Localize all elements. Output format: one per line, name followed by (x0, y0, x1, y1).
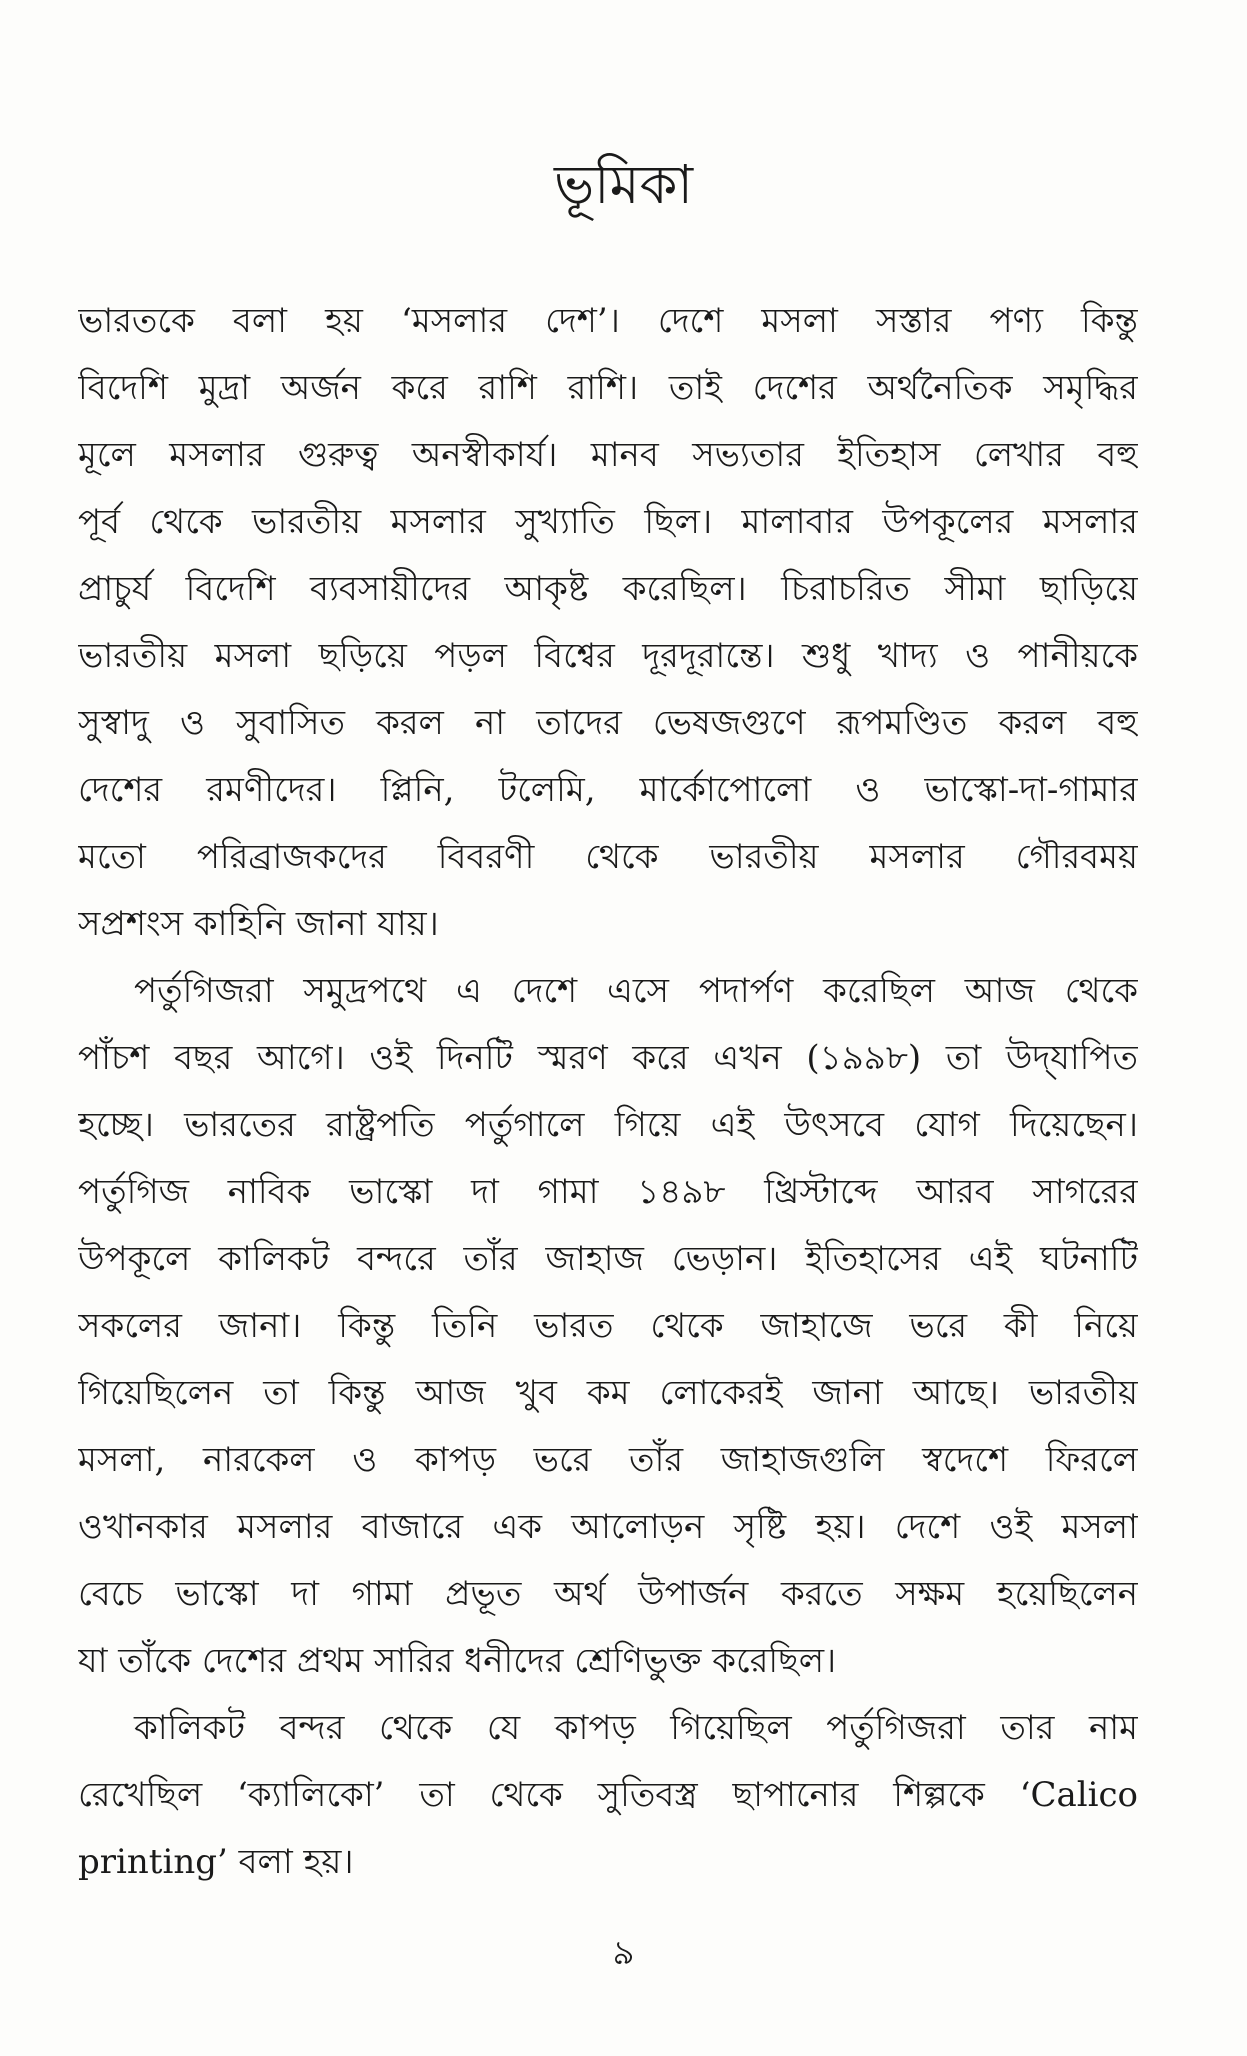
text-line: সপ্রশংস কাহিনি জানা যায়। (78, 904, 439, 944)
paragraph-1 (78, 288, 1138, 958)
text-line: কালিকট বন্দর থেকে যে কাপড় গিয়েছিল পর্তুগিজরা তার নাম (134, 1708, 1138, 1748)
text-line: প্রাচুর্য বিদেশি ব্যবসায়ীদের আকৃষ্ট করেছিল। চিরাচরিত সীমা ছাড়িয়ে (78, 569, 1138, 609)
text-line: পর্তুগিজরা সমুদ্রপথে এ দেশে এসে পদার্পণ করেছিল আজ থেকে (134, 971, 1138, 1011)
paragraph-2 (78, 958, 1138, 1695)
paragraph-3 (78, 1695, 1138, 1896)
page-title: ভূমিকা (553, 153, 694, 216)
text-line: হচ্ছে। ভারতের রাষ্ট্রপতি পর্তুগালে গিয়ে এই উৎসবে যোগ দিয়েছেন। (78, 1105, 1138, 1145)
body-text (78, 288, 1138, 1896)
text-line: পাঁচশ বছর আগে। ওই দিনটি স্মরণ করে এখন (১৯৯৮) তা উদ্‌যাপিত (78, 1038, 1138, 1078)
page-number: ৯ (612, 1933, 635, 1973)
text-line: পর্তুগিজ নাবিক ভাস্কো দা গামা ১৪৯৮ খ্রিস্টাব্দে আরব সাগরের (78, 1172, 1138, 1212)
text-line: মসলা, নারকেল ও কাপড় ভরে তাঁর জাহাজগুলি স্বদেশে ফিরলে (78, 1440, 1138, 1480)
text-line: উপকূলে কালিকট বন্দরে তাঁর জাহাজ ভেড়ান। ইতিহাসের এই ঘটনাটি (78, 1239, 1138, 1279)
text-line: পূর্ব থেকে ভারতীয় মসলার সুখ্যাতি ছিল। মালাবার উপকূলের মসলার (78, 502, 1138, 542)
text-line: বেচে ভাস্কো দা গামা প্রভূত অর্থ উপার্জন করতে সক্ষম হয়েছিলেন (78, 1574, 1138, 1614)
text-line: ভারতকে বলা হয় ‘মসলার দেশ’। দেশে মসলা সস্তার পণ্য কিন্তু (78, 301, 1138, 341)
text-line: বিদেশি মুদ্রা অর্জন করে রাশি রাশি। তাই দেশের অর্থনৈতিক সমৃদ্ধির (78, 368, 1138, 408)
text-line: ভারতীয় মসলা ছড়িয়ে পড়ল বিশ্বের দূরদূরান্তে। শুধু খাদ্য ও পানীয়কে (78, 636, 1138, 676)
text-line: ওখানকার মসলার বাজারে এক আলোড়ন সৃষ্টি হয়। দেশে ওই মসলা (78, 1507, 1138, 1547)
text-line: মতো পরিব্রাজকদের বিবরণী থেকে ভারতীয় মসলার গৌরবময় (78, 837, 1138, 877)
text-line: মূলে মসলার গুরুত্ব অনস্বীকার্য। মানব সভ্যতার ইতিহাস লেখার বহু (78, 435, 1138, 475)
text-line: printing’ বলা হয়। (78, 1842, 354, 1882)
text-line: দেশের রমণীদের। প্লিনি, টলেমি, মার্কোপোলো ও ভাস্কো-দা-গামার (78, 770, 1138, 810)
text-line: রেখেছিল ‘ক্যালিকো’ তা থেকে সুতিবস্ত্র ছাপানোর শিল্পকে ‘Calico (78, 1775, 1138, 1815)
text-line: যা তাঁকে দেশের প্রথম সারির ধনীদের শ্রেণিভুক্ত করেছিল। (78, 1641, 837, 1681)
text-line: সকলের জানা। কিন্তু তিনি ভারত থেকে জাহাজে ভরে কী নিয়ে (78, 1306, 1138, 1346)
text-line: সুস্বাদু ও সুবাসিত করল না তাদের ভেষজগুণে রূপমণ্ডিত করল বহু (78, 703, 1138, 743)
text-line: গিয়েছিলেন তা কিন্তু আজ খুব কম লোকেরই জানা আছে। ভারতীয় (78, 1373, 1138, 1413)
